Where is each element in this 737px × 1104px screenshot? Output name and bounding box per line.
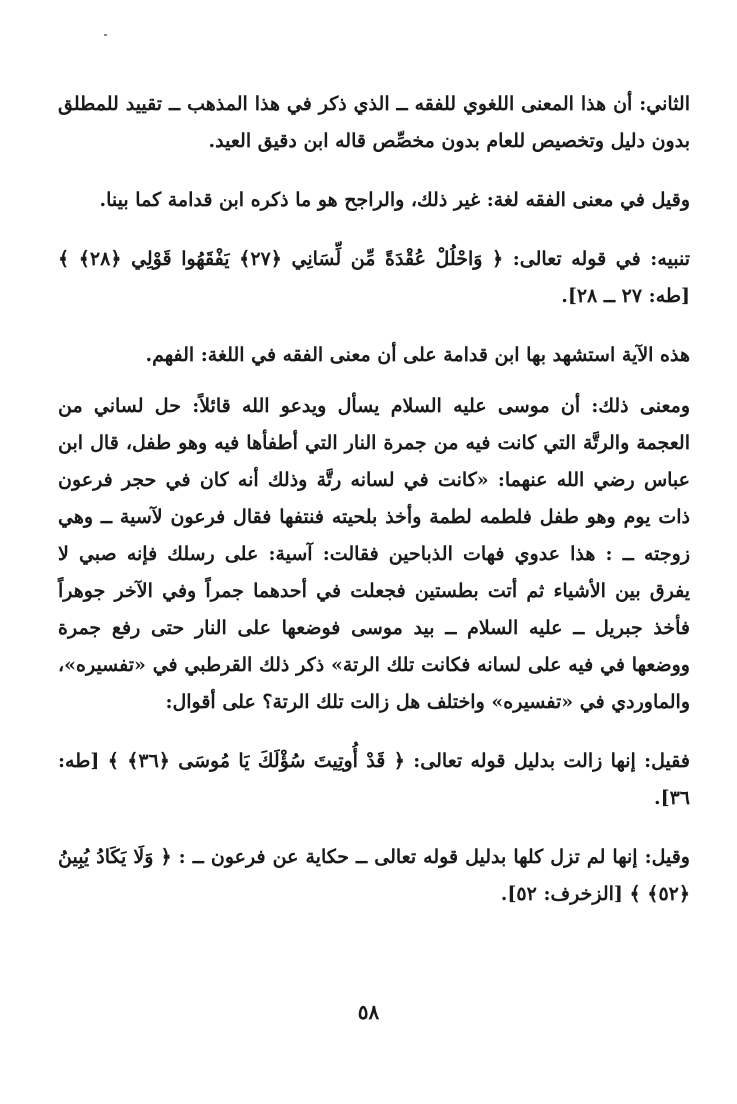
paragraph-second-view: [58, 839, 690, 913]
verse-reference: [الزخرف: ٥٢].: [500, 883, 630, 905]
paragraph-first-view: [58, 743, 690, 817]
paragraph-lead: الثاني: [646, 93, 690, 115]
page-number: ٥٨: [357, 1000, 380, 1024]
verse-reference: [طه: ٣٦].: [58, 750, 690, 809]
page-body: [58, 86, 690, 935]
paragraph-note: [58, 241, 690, 315]
paragraph-text: : أن هذا المعنى اللغوي للفقه ــ الذي ذكر في هذا المذهب ــ تقييد للمطلق بدون دليل وتخصيص للعام بدون مخصِّص قاله ابن دقيق العيد.: [58, 93, 690, 152]
paragraph-text-before: فقيل: إنها زالت بدليل قوله تعالى:: [404, 750, 690, 772]
paragraph-text-before: وقيل: إنها لم تزل كلها بدليل قوله تعالى ــ حكاية عن فرعون ــ :: [171, 846, 690, 868]
quran-verse: ﴿ وَاحْلُلْ عُقْدَةً مِّن لِّسَانِي ﴿٢٧﴾ يَفْقَهُوا قَوْلِي ﴿٢٨﴾ ﴾: [58, 248, 504, 270]
paragraph-text-before: تنبيه: في قوله تعالى:: [503, 248, 690, 270]
scan-mark: [104, 34, 107, 36]
paragraph-other-meaning: [58, 182, 690, 219]
verse-reference: [طه: ٢٧ ــ ٢٨].: [561, 285, 690, 307]
paragraph-meaning: [58, 388, 690, 721]
quran-verse: ﴿ وَلَا يَكَادُ يُبِينُ ﴿٥٢﴾ ﴾: [58, 846, 690, 905]
paragraph-second-opinion: [58, 86, 690, 160]
paragraph-text: هذه الآية استشهد بها ابن قدامة على أن معنى الفقه في اللغة: الفهم.: [145, 344, 690, 366]
quran-verse: ﴿ قَدْ أُوتِيتَ سُؤْلَكَ يَا مُوسَى ﴿٣٦﴾ ﴾: [107, 750, 405, 772]
paragraph-verse-explanation: [58, 337, 690, 374]
paragraph-text: ومعنى ذلك: أن موسى عليه السلام يسأل ويدعو الله قائلاً: حل لساني من العجمة والرتَّة التي كانت فيه من جمرة النار التي أطفأها فيه وهو طفل، قال ابن عباس رضي الله عنهما: «كانت في لسانه رتَّة وذلك أنه كان في حجر فرعون ذات يوم وهو طفل فلطمه لطمة وأخذ بلحيته فنتفها فقال فرعون لآسية ــ وهي زوجته ــ : هذا عدوي فهات الذباحين فقالت: آسية: على رسلك فإنه صبي لا يفرق بين الأشياء ثم أتت بطستين فجعلت في أحدهما جمراً وفي الآخر جوهراً فأخذ جبريل ــ عليه السلام ــ بيد موسى فوضعها على النار حتى رفع جمرة ووضعها في فيه على لسانه فكانت تلك الرتة» ذكر ذلك القرطبي في «تفسيره»، والماوردي في «تفسيره» واختلف هل زالت تلك الرتة؟ على أقوال:: [58, 395, 690, 713]
paragraph-text: وقيل في معنى الفقه لغة: غير ذلك، والراجح هو ما ذكره ابن قدامة كما بينا.: [99, 189, 690, 211]
